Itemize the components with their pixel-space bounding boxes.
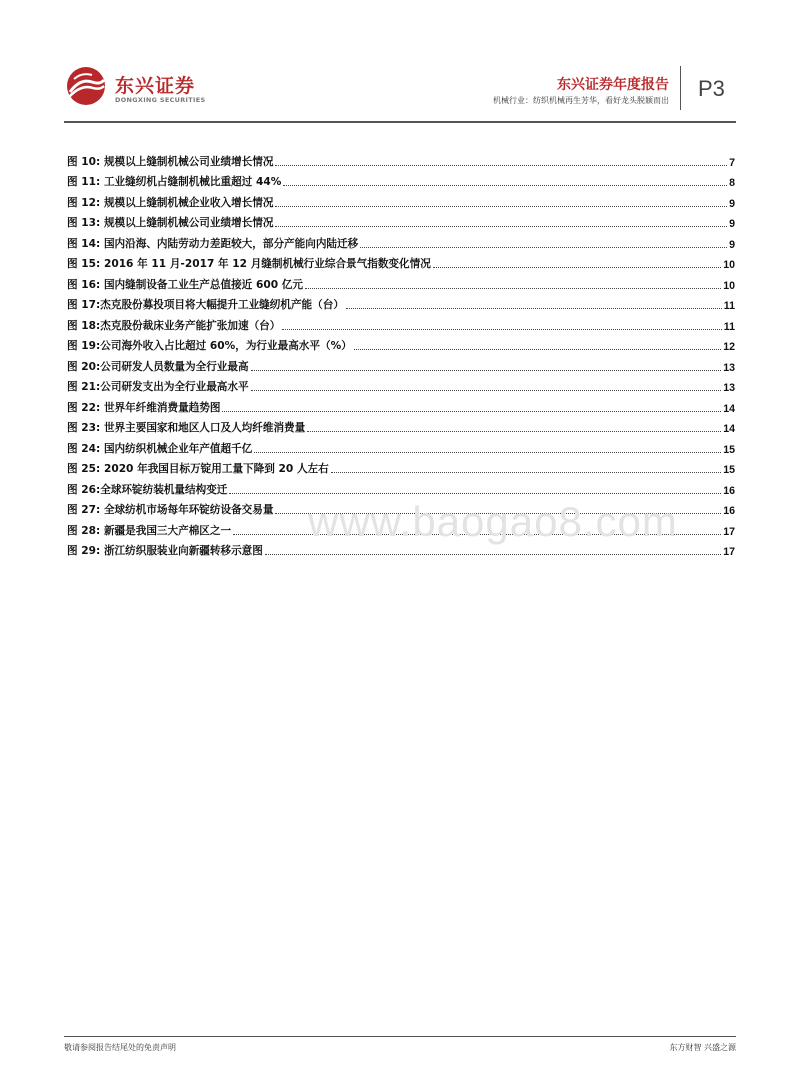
toc-row[interactable] (67, 456, 735, 477)
toc-leader (283, 184, 727, 186)
header-rule (64, 121, 736, 123)
toc-title: 图 28: 新疆是我国三大产棉区之一 (67, 524, 232, 537)
page-number: P3 (698, 76, 725, 101)
toc-title: 图 13: 规模以上缝制机械公司业绩增长情况 (67, 217, 274, 229)
toc-leader (360, 246, 727, 248)
toc-page: 11 (723, 300, 735, 312)
footer-disclaimer: 敬请参阅报告结尾处的免责声明 (64, 1043, 176, 1052)
toc-page: 10 (723, 279, 735, 292)
toc-page: 16 (723, 505, 735, 517)
toc-title: 图 15: 2016 年 11 月-2017 年 12 月缝制机械行业综合景气指数变化情况 (67, 258, 431, 270)
toc-row[interactable] (67, 333, 735, 354)
toc-leader (275, 164, 727, 166)
toc-leader (305, 287, 721, 289)
toc-row[interactable] (67, 374, 735, 395)
toc-title: 图 23: 世界主要国家和地区人口及人均纤维消费量 (67, 422, 306, 434)
toc-row[interactable] (67, 230, 735, 251)
report-title: 东兴证券年度报告 (557, 77, 669, 93)
toc-page: 14 (723, 423, 735, 435)
toc-leader (251, 369, 722, 371)
footer-rule (64, 1036, 736, 1037)
toc-leader (275, 225, 727, 227)
toc-row[interactable] (67, 415, 735, 436)
header-divider (680, 66, 681, 110)
report-subtitle: 机械行业：纺织机械再生芳华，看好龙头脱颖而出 (493, 96, 669, 105)
watermark: www.baogao8.com (308, 498, 678, 545)
toc-row[interactable] (67, 435, 735, 456)
toc-title: 图 17:杰克股份募投项目将大幅提升工业缝纫机产能（台） (67, 299, 344, 311)
toc-row[interactable] (67, 353, 735, 374)
toc-leader (354, 348, 721, 350)
toc-title: 图 18:杰克股份裁床业务产能扩张加速（台） (67, 319, 281, 332)
toc-title: 图 20:公司研发人员数量为全行业最高 (67, 360, 249, 373)
toc-page: 16 (723, 484, 735, 497)
page-header (0, 0, 800, 125)
toc-title: 图 16: 国内缝制设备工业生产总值接近 600 亿元 (67, 278, 303, 291)
toc-page: 8 (729, 177, 735, 189)
toc-leader (433, 266, 721, 268)
company-logo (64, 66, 224, 114)
toc-title: 图 12: 规模以上缝制机械企业收入增长情况 (67, 196, 274, 209)
toc-title: 图 22: 世界年纤维消费量趋势图 (67, 401, 221, 414)
toc-page: 9 (729, 197, 735, 210)
toc-page: 15 (723, 443, 735, 456)
toc-page: 9 (729, 218, 735, 230)
toc-page: 10 (723, 259, 735, 271)
toc-title: 图 24: 国内纺织机械企业年产值超千亿 (67, 442, 253, 455)
toc-row[interactable] (67, 292, 735, 313)
toc-title: 图 25: 2020 年我国目标万锭用工量下降到 20 人左右 (67, 463, 329, 475)
toc-page: 12 (723, 341, 735, 353)
toc-title: 图 14: 国内沿海、内陆劳动力差距较大，部分产能向内陆迁移 (67, 237, 359, 250)
toc-leader (331, 471, 721, 473)
toc-leader (346, 307, 722, 309)
logo-english-name: DONGXING SECURITIES (115, 96, 206, 104)
toc-title: 图 19:公司海外收入占比超过 60%，为行业最高水平（%） (67, 340, 352, 352)
toc-leader (307, 430, 721, 432)
toc-page: 9 (729, 238, 735, 251)
toc-leader (282, 328, 721, 330)
toc-page: 13 (723, 382, 735, 394)
toc-page: 13 (723, 361, 735, 374)
toc-row[interactable] (67, 312, 735, 333)
toc-title: 图 21:公司研发支出为全行业最高水平 (67, 381, 249, 393)
toc-leader (275, 205, 727, 207)
toc-page: 15 (723, 464, 735, 476)
toc-row[interactable] (67, 394, 735, 415)
toc-title: 图 26:全球环锭纺装机量结构变迁 (67, 483, 228, 496)
toc-row[interactable] (67, 169, 735, 190)
figure-list (67, 148, 735, 558)
toc-leader (265, 553, 721, 555)
footer-slogan: 东方财智 兴盛之源 (669, 1043, 736, 1052)
dongxing-logo-icon (64, 66, 108, 106)
toc-row[interactable] (67, 210, 735, 231)
toc-page: 7 (729, 156, 735, 169)
toc-row[interactable] (67, 476, 735, 497)
toc-leader (254, 451, 721, 453)
toc-title: 图 29: 浙江纺织服装业向新疆转移示意图 (67, 545, 263, 557)
toc-row[interactable] (67, 189, 735, 210)
toc-leader (251, 389, 722, 391)
toc-page: 11 (723, 320, 735, 333)
toc-title: 图 11: 工业缝纫机占缝制机械比重超过 44% (67, 176, 282, 188)
toc-leader (229, 492, 721, 494)
toc-leader (222, 410, 721, 412)
toc-row[interactable] (67, 251, 735, 272)
toc-title: 图 27: 全球纺机市场每年环锭纺设备交易量 (67, 504, 274, 516)
toc-row[interactable] (67, 148, 735, 169)
toc-page: 14 (723, 402, 735, 415)
toc-page: 17 (723, 525, 735, 538)
toc-title: 图 10: 规模以上缝制机械公司业绩增长情况 (67, 155, 274, 168)
logo-chinese-name: 东兴证券 (115, 75, 196, 97)
toc-page: 17 (723, 546, 735, 558)
toc-row[interactable] (67, 271, 735, 292)
